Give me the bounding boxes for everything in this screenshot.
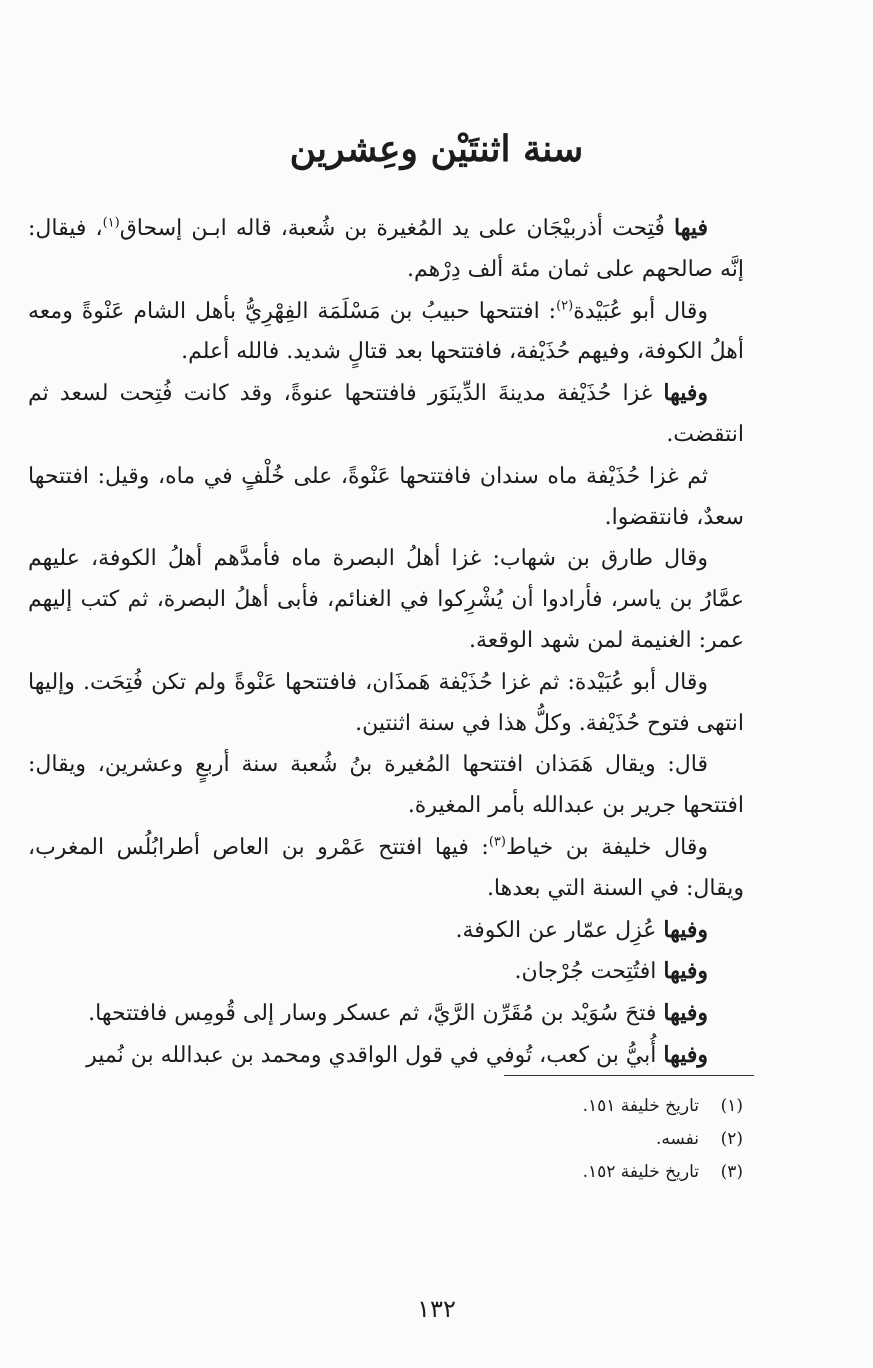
paragraph — [28, 827, 744, 910]
paragraph-text: غزا حُذَيْفة مدينةَ الدِّينَوَر فافتتحها عنوةً، وقد كانت فُتِحت لسعد ثم انتقضت. — [28, 381, 744, 447]
paragraph-text: وقال خليفة بن خياط — [505, 834, 708, 860]
short-item-lead: وفيها — [663, 916, 708, 943]
short-item — [28, 951, 744, 993]
short-item-text: افتُتِحت جُرْجان. — [514, 959, 664, 985]
footnotes — [343, 1090, 743, 1189]
paragraph-tail: : فيها افتتح عَمْرو بن العاص أطرابُلُس المغرب، ويقال: في السنة التي بعدها. — [28, 834, 744, 901]
paragraph — [28, 662, 744, 745]
footnote-divider — [504, 1075, 754, 1076]
short-item-text: عُزِل عمّار عن الكوفة. — [455, 917, 664, 943]
footnote — [343, 1090, 743, 1123]
paragraph-text: قال: ويقال هَمَذان افتتحها المُغيرة بنُ شُعبة سنة أربعٍ وعشرين، ويقال: افتتحها جرير بن عبدالله بأمر المغيرة. — [28, 752, 744, 819]
footnote — [343, 1156, 743, 1189]
short-item-text: أُبيُّ بن كعب، تُوفي في قول الواقدي ومحمد بن عبدالله بن نُمير — [86, 1042, 664, 1068]
paragraph — [28, 291, 744, 374]
paragraph-text: ثم غزا حُذَيْفة ماه سندان فافتتحها عَنْوةً، على خُلْفٍ في ماه، وقيل: افتتحها سعدٌ، فانتقضوا. — [28, 463, 744, 530]
footnote-ref: (٣) — [488, 834, 506, 850]
footnote-number: (٣) — [720, 1162, 743, 1182]
footnote-text: تاريخ خليفة ١٥١. — [582, 1096, 699, 1116]
body-text — [28, 208, 744, 1077]
short-item-lead: وفيها — [663, 1041, 708, 1068]
paragraph-text: وقال أبو عُبَيْدة: ثم غزا حُذَيْفة هَمذَان، فافتتحها عَنْوةً ولم تكن فُتِحَت. وإليها انتهى فتوح حُذَيْفة. وكلُّ هذا في سنة اثنتين. — [28, 669, 744, 736]
paragraph-text: وقال طارق بن شهاب: غزا أهلُ البصرة ماه فأمدَّهم أهلُ الكوفة، عليهم عمَّارُ بن ياسر، فأرادوا أن يُشْرِكوا في الغنائم، فأبى أهلُ البصرة، ثم كتب إليهم عمر: الغنيمة لمن شهد الوقعة. — [28, 546, 744, 653]
paragraph-lead: فيها — [674, 215, 709, 241]
paragraph — [28, 744, 744, 827]
short-item — [28, 1035, 744, 1077]
paragraph-lead: وفيها — [663, 380, 708, 407]
paragraph — [28, 456, 744, 539]
footnote — [343, 1123, 743, 1156]
paragraph — [28, 538, 744, 661]
short-item-text: فتحَ سُوَيْد بن مُقَرِّن الرَّيَّ، ثم عسكر وسار إلى قُومِس فافتتحها. — [88, 1001, 664, 1027]
footnote-ref: (١) — [102, 215, 120, 231]
short-item — [28, 910, 744, 952]
short-item — [28, 993, 744, 1035]
short-item-lead: وفيها — [663, 958, 708, 985]
page-title: سنة اثنتَيْن وعِشرين — [289, 128, 584, 170]
paragraph-tail: ، فيقال: إنَّه صالحهم على ثمان مئة ألف دِرْهم. — [28, 216, 744, 282]
paragraph-text: فُتِحت أذربيْجَان على يد المُغيرة بن شُعبة، قاله ابـن إسحاق — [119, 216, 675, 241]
footnote-text: تاريخ خليفة ١٥٢. — [582, 1162, 699, 1182]
paragraph-tail: : افتتحها حبيبُ بن مَسْلَمَة الفِهْرِيُّ بأهل الشام عَنْوةً ومعه أهلُ الكوفة، وفيهم حُذَيْفة، فافتتحها بعد قتالٍ شديد. فالله أعلم. — [28, 298, 744, 365]
short-item-lead: وفيها — [663, 1000, 708, 1027]
footnote-number: (١) — [720, 1096, 743, 1116]
footnote-number: (٢) — [720, 1129, 743, 1149]
footnote-text: نفسه. — [655, 1129, 699, 1149]
paragraph — [28, 373, 744, 456]
page-number: ١٣٢ — [417, 1295, 456, 1323]
paragraph-text: وقال أبو عُبَيْدة — [573, 298, 708, 324]
paragraph — [28, 208, 744, 291]
footnote-ref: (٢) — [556, 298, 574, 314]
